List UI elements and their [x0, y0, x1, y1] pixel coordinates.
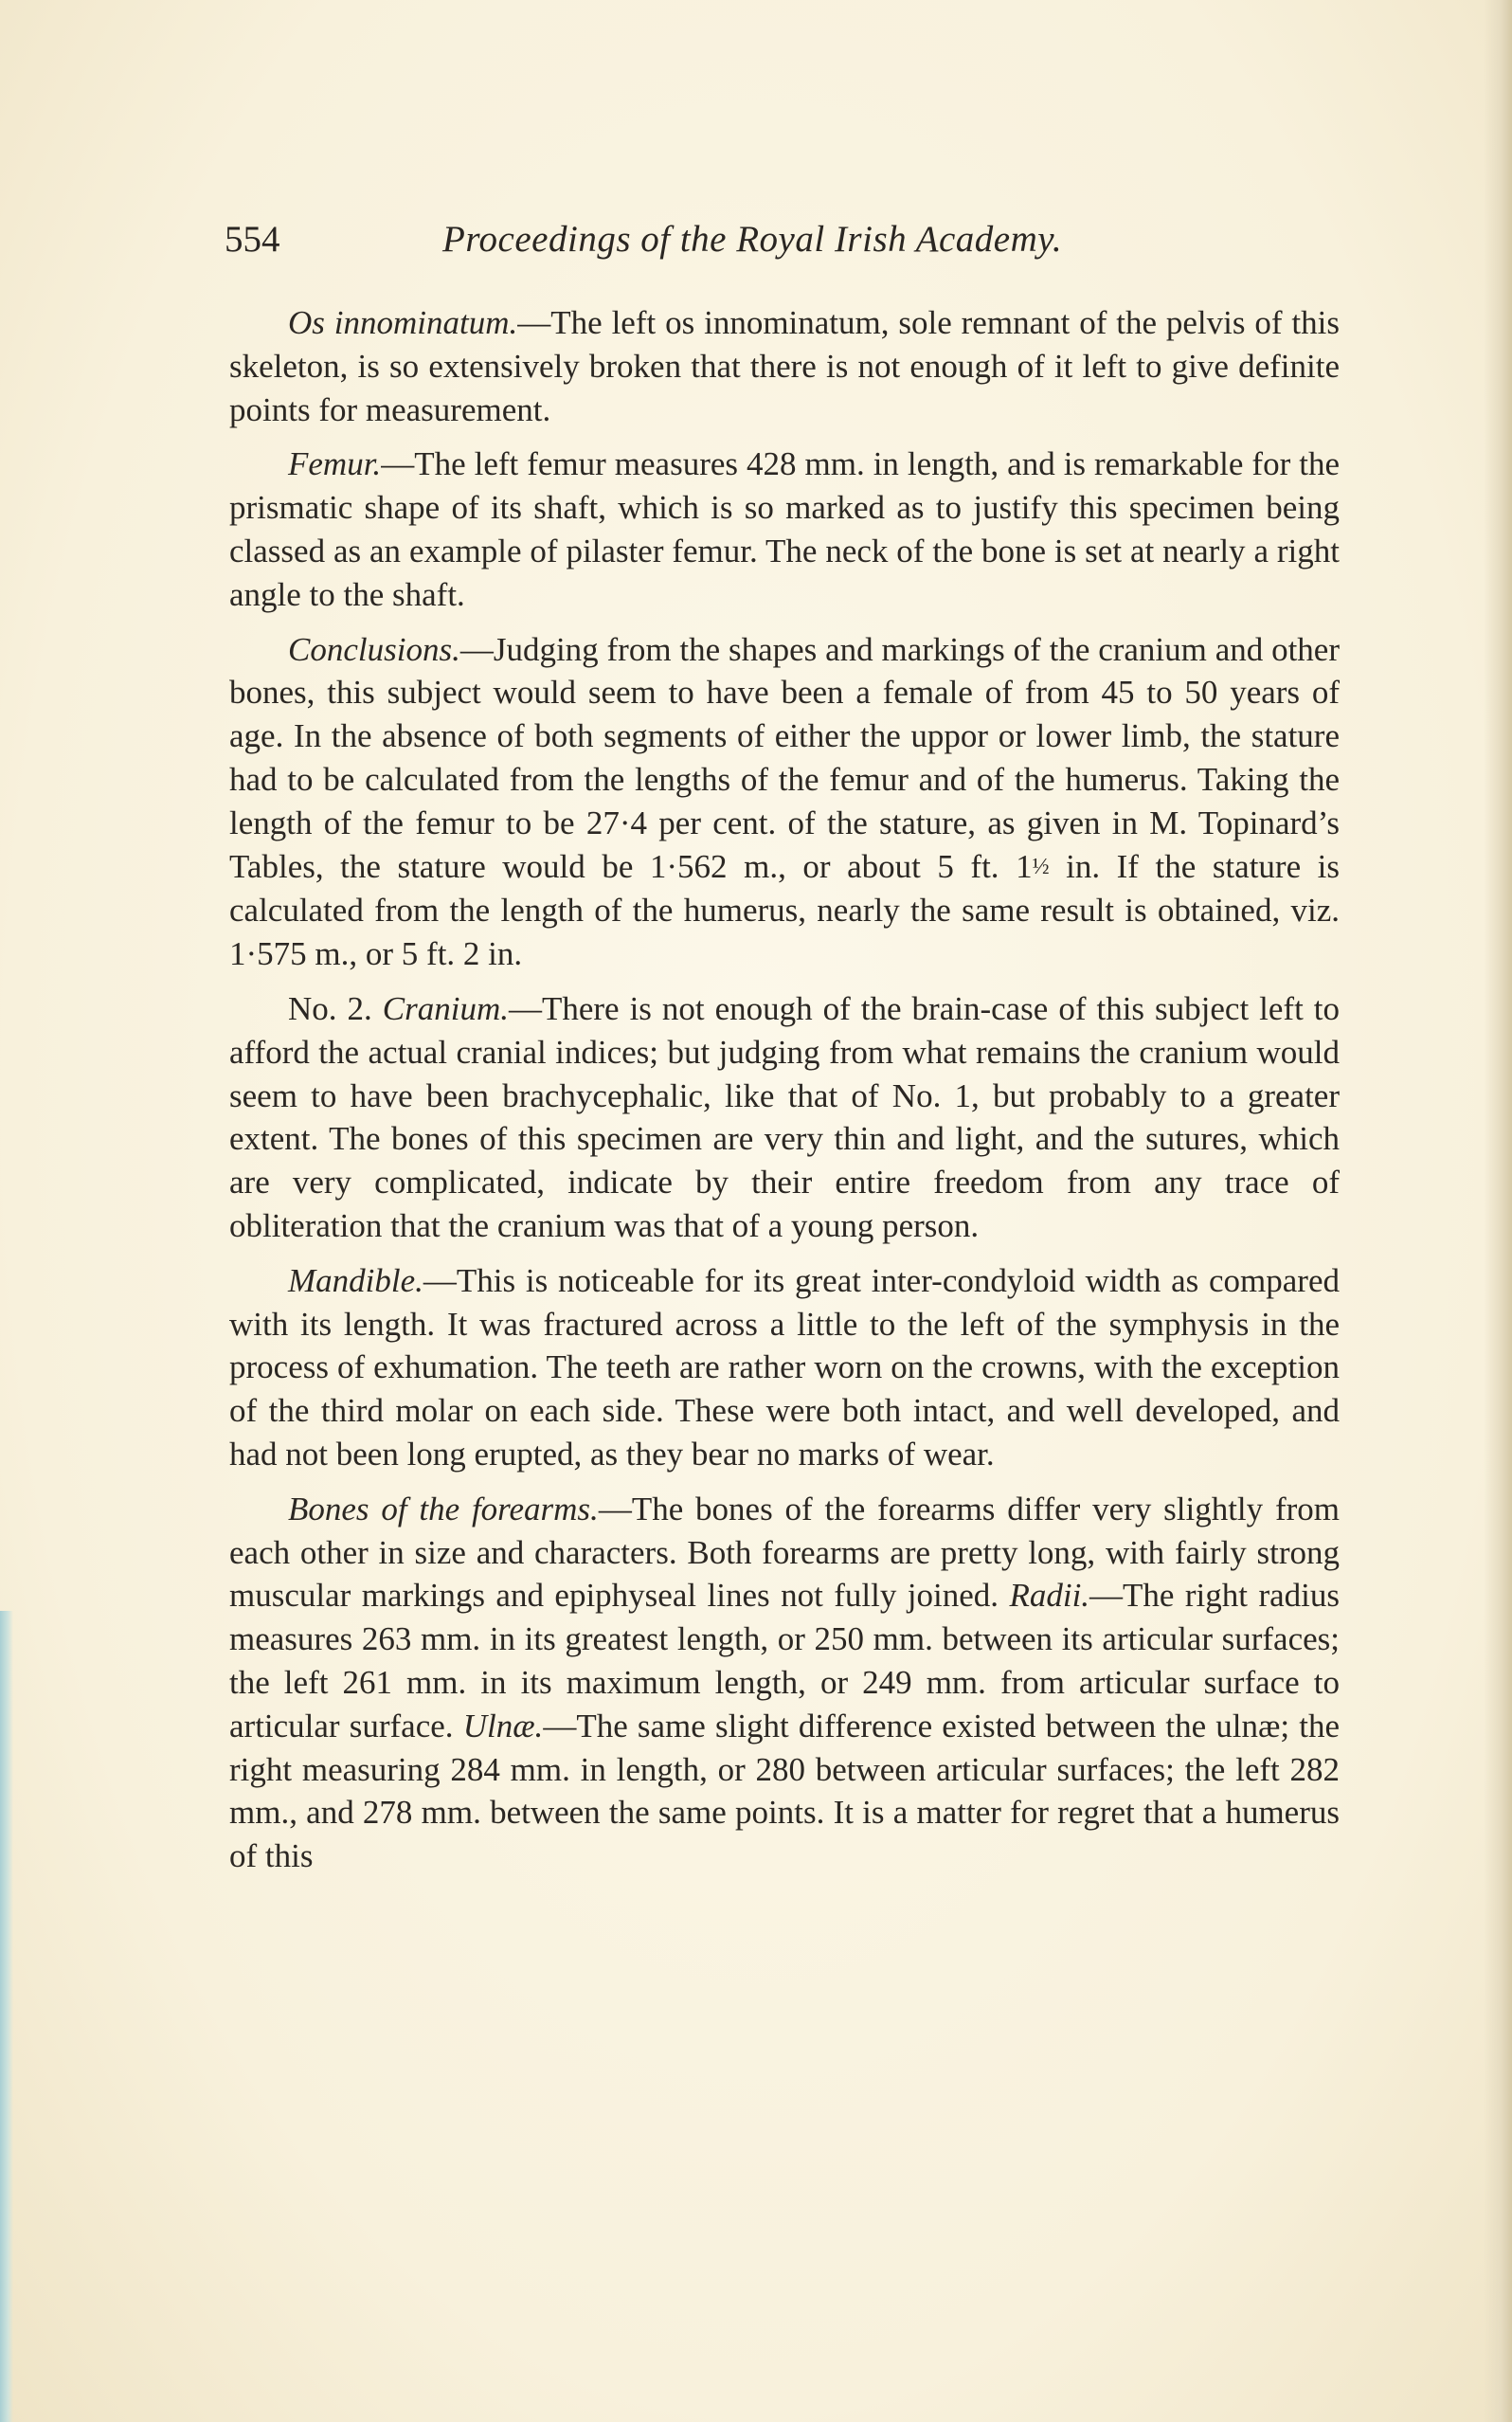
- paragraph-cranium: [229, 987, 1340, 1248]
- section-lead: Cranium.: [382, 989, 509, 1027]
- section-lead: Conclusions.: [288, 630, 460, 668]
- page-edge-stain: [0, 1611, 13, 2422]
- paragraph-text: —There is not enough of the brain-case of this subject left to afford the actual cranial indices; but judging from what remains the cranium would seem to have been brachycephalic, like that of No. 1, but probably to a greater extent. The bones of this specimen are very thin and light, and the sutures, which are very complicated, indicate by their entire freedom from any trace of obliteration that the cranium was that of a young person.: [229, 989, 1341, 1244]
- specimen-number: No. 2.: [288, 989, 383, 1027]
- paragraph-text: —Judging from the shapes and markings of the cranium and other bones, this subject would seem to have been a female of from 45 to 50 years of age. In the absence of both segments of either the uppor or lower limb, the stature had to be calculated from the lengths of the femur and of the humerus. Taking the length of the femur to be 27·4 per cent. of the stature, as given in M. Topinard’s Tables, the stature would be 1·562 m., or about 5 ft. 1: [229, 630, 1340, 885]
- article-body: [229, 301, 1340, 1878]
- paragraph-mandible: [229, 1259, 1340, 1476]
- section-lead: Bones of the forearms.: [288, 1490, 599, 1527]
- paragraph-femur: [229, 443, 1340, 616]
- paragraph-text: —The bones of the forearms differ very slightly from each other in size and characters. Both forearms are pretty long, with fairly strong muscular markings and epiphyseal lines not fully joined.: [229, 1490, 1340, 1615]
- page-number: 554: [225, 219, 280, 260]
- paragraph-text: in. If the stature is calculated from the length of the humerus, nearly the same result is obtained, viz. 1·575 m., or 5 ft. 2 in.: [229, 847, 1340, 973]
- section-lead: Mandible.: [288, 1261, 423, 1299]
- running-title: Proceedings of the Royal Irish Academy.: [442, 219, 1063, 260]
- running-header: [225, 218, 1338, 275]
- section-lead: Os innominatum.: [288, 304, 518, 341]
- paragraph-text: —The same slight difference existed between the ulnæ; the right measuring 284 mm. in length, or 280 between articular surfaces; the left 282 mm., and 278 mm. between the same points. It is a matter for regret that a humerus of this: [229, 1707, 1340, 1875]
- paragraph-text: —This is noticeable for its great inter-condyloid width as compared with its length. It was fractured across a little to the left of the symphysis in the process of exhumation. The teeth are rather worn on the crowns, with the exception of the third molar on each side. These were both intact, and well developed, and had not been long erupted, as they bear no marks of wear.: [229, 1261, 1340, 1473]
- paragraph-conclusions: [229, 628, 1340, 976]
- paragraph-text: —The right radius measures 263 mm. in its greatest length, or 250 mm. between its articular surfaces; the left 261 mm. in its maximum length, or 249 mm. from articular surface to articular surface.: [229, 1577, 1340, 1744]
- subsection-lead-ulnae: Ulnæ.: [462, 1707, 544, 1744]
- paragraph-forearms: [229, 1488, 1340, 1878]
- paragraph-text: —The left os innominatum, sole remnant of the pelvis of this skeleton, is so extensively broken that there is not enough of it left to give definite points for measurement.: [229, 304, 1341, 428]
- fraction: ½: [1032, 854, 1050, 879]
- paragraph-os-innominatum: [229, 301, 1340, 431]
- section-lead: Femur.: [288, 445, 382, 483]
- paragraph-text: —The left femur measures 428 mm. in length, and is remarkable for the prismatic shape of its shaft, which is so marked as to justify this specimen being classed as an example of pilaster femur. The neck of the bone is set at nearly a right angle to the shaft.: [229, 445, 1340, 613]
- subsection-lead-radii: Radii.: [1009, 1577, 1090, 1615]
- page-edge-shadow: [1484, 0, 1512, 2422]
